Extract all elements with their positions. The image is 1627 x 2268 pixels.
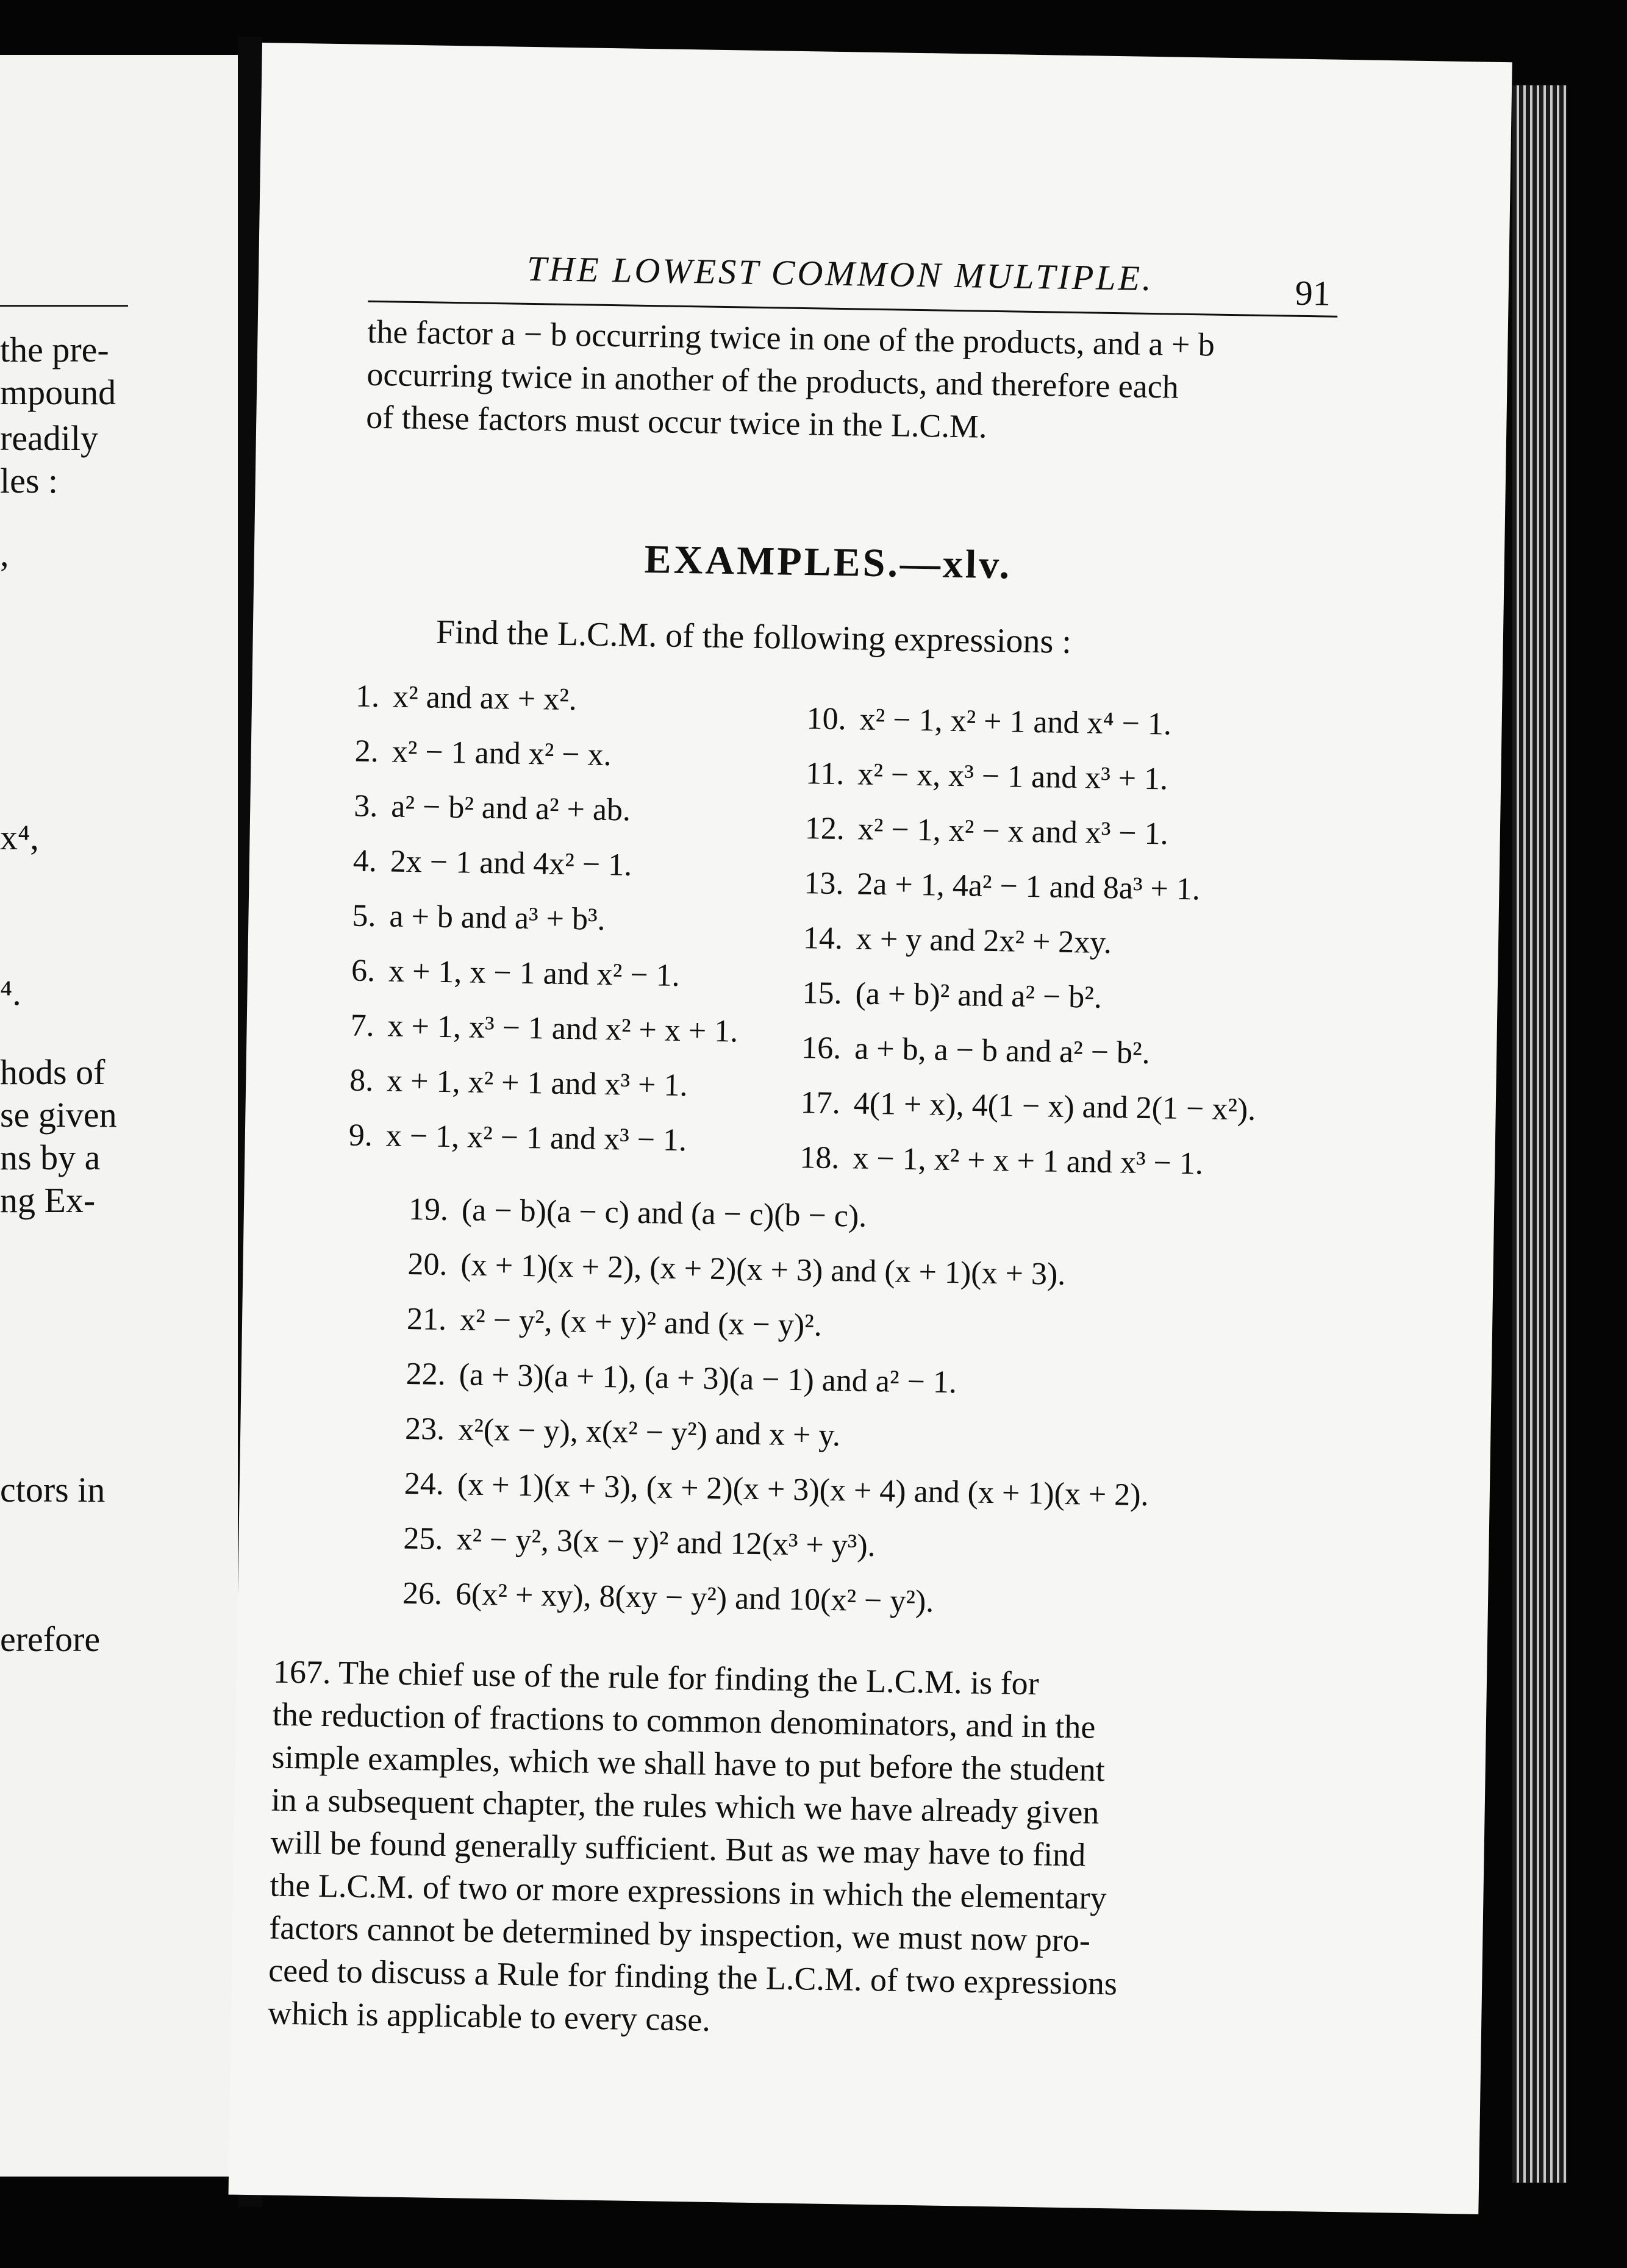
example-item: 4. 2x − 1 and 4x² − 1.: [352, 843, 632, 883]
paragraph-line: which is applicable to every case.: [267, 1994, 711, 2038]
page-edges: [1512, 85, 1567, 2183]
example-item: 16. a + b, a − b and a² − b².: [801, 1030, 1151, 1071]
running-header: THE LOWEST COMMON MULTIPLE.: [526, 248, 1154, 299]
paragraph-line: ceed to discuss a Rule for finding the L.C.M. of two expressions: [268, 1952, 1118, 2002]
intro-line: occurring twice in another of the products, and therefore each: [367, 355, 1179, 405]
example-item: 8. x + 1, x² + 1 and x³ + 1.: [349, 1063, 688, 1104]
paragraph-line: will be found generally sufficient. But as we may have to find: [270, 1824, 1086, 1874]
example-item: 12. x² − 1, x² − x and x³ − 1.: [804, 811, 1169, 852]
instruction: Find the L.C.M. of the following expressions :: [435, 613, 1072, 661]
example-item: 23. x²(x − y), x(x² − y²) and x + y.: [404, 1411, 841, 1453]
paragraph-line: the reduction of fractions to common denominators, and in the: [272, 1696, 1096, 1746]
intro-line: of these factors must occur twice in the L.C.M.: [365, 398, 987, 445]
paragraph-line: 167. The chief use of the rule for finding the L.C.M. is for: [273, 1653, 1040, 1702]
example-item: 24. (x + 1)(x + 3), (x + 2)(x + 3)(x + 4) and (x + 1)(x + 2).: [404, 1466, 1149, 1513]
example-item: 6. x + 1, x − 1 and x² − 1.: [351, 953, 681, 993]
left-header-rule: [0, 305, 128, 307]
example-item: 14. x + y and 2x² + 2xy.: [803, 921, 1112, 961]
example-item: 11. x² − x, x³ − 1 and x³ + 1.: [805, 756, 1168, 797]
example-item: 18. x − 1, x² + x + 1 and x³ − 1.: [799, 1140, 1204, 1182]
example-item: 25. x² − y², 3(x − y)² and 12(x³ + y³).: [403, 1521, 876, 1564]
example-item: 9. x − 1, x² − 1 and x³ − 1.: [348, 1118, 687, 1158]
left-line: readily: [0, 418, 99, 458]
left-line: ,: [0, 534, 9, 574]
left-line: mpound: [0, 373, 116, 412]
page-number: 91: [1295, 273, 1331, 313]
section-title: EXAMPLES.—xlv.: [644, 537, 1012, 588]
intro-line: the factor a − b occurring twice in one of the products, and a + b: [367, 313, 1215, 363]
left-line: x⁴,: [0, 818, 39, 857]
example-item: 3. a² − b² and a² + ab.: [353, 788, 631, 828]
left-line: ns by a: [0, 1138, 101, 1177]
example-item: 17. 4(1 + x), 4(1 − x) and 2(1 − x²).: [800, 1085, 1256, 1127]
example-item: 5. a + b and a³ + b³.: [352, 898, 606, 938]
paragraph-line: in a subsequent chapter, the rules which we have already given: [271, 1781, 1100, 1831]
example-item: 26. 6(x² + xy), 8(xy − y²) and 10(x² − y²).: [402, 1575, 934, 1619]
left-line: ⁴.: [0, 973, 21, 1013]
example-item: 10. x² − 1, x² + 1 and x⁴ − 1.: [806, 701, 1172, 742]
example-item: 21. x² − y², (x + y)² and (x − y)².: [406, 1301, 823, 1343]
left-line: les :: [0, 461, 59, 501]
example-item: 2. x² − 1 and x² − x.: [354, 733, 612, 773]
left-line: the pre-: [0, 330, 109, 369]
example-item: 19. (a − b)(a − c) and (a − c)(b − c).: [408, 1192, 867, 1234]
left-line: ctors in: [0, 1470, 105, 1510]
example-item: 15. (a + b)² and a² − b².: [802, 975, 1103, 1015]
example-item: 1. x² and ax + x².: [355, 679, 577, 718]
example-item: 22. (a + 3)(a + 1), (a + 3)(a − 1) and a² − 1.: [406, 1356, 957, 1400]
right-page: [229, 43, 1512, 2214]
paragraph-line: factors cannot be determined by inspection, we must now pro-: [268, 1909, 1091, 1959]
example-item: 7. x + 1, x³ − 1 and x² + x + 1.: [350, 1008, 738, 1049]
left-line: erefore: [0, 1619, 101, 1659]
paragraph-line: the L.C.M. of two or more expressions in which the elementary: [270, 1866, 1107, 1917]
left-line: se given: [0, 1095, 117, 1135]
paragraph-line: simple examples, which we shall have to put before the student: [271, 1738, 1106, 1789]
left-line: hods of: [0, 1052, 105, 1092]
example-item: 20. (x + 1)(x + 2), (x + 2)(x + 3) and (x + 1)(x + 3).: [407, 1246, 1066, 1292]
left-page-fragment: [0, 55, 240, 2177]
left-line: ng Ex-: [0, 1180, 96, 1220]
example-item: 13. 2a + 1, 4a² − 1 and 8a³ + 1.: [804, 866, 1201, 907]
